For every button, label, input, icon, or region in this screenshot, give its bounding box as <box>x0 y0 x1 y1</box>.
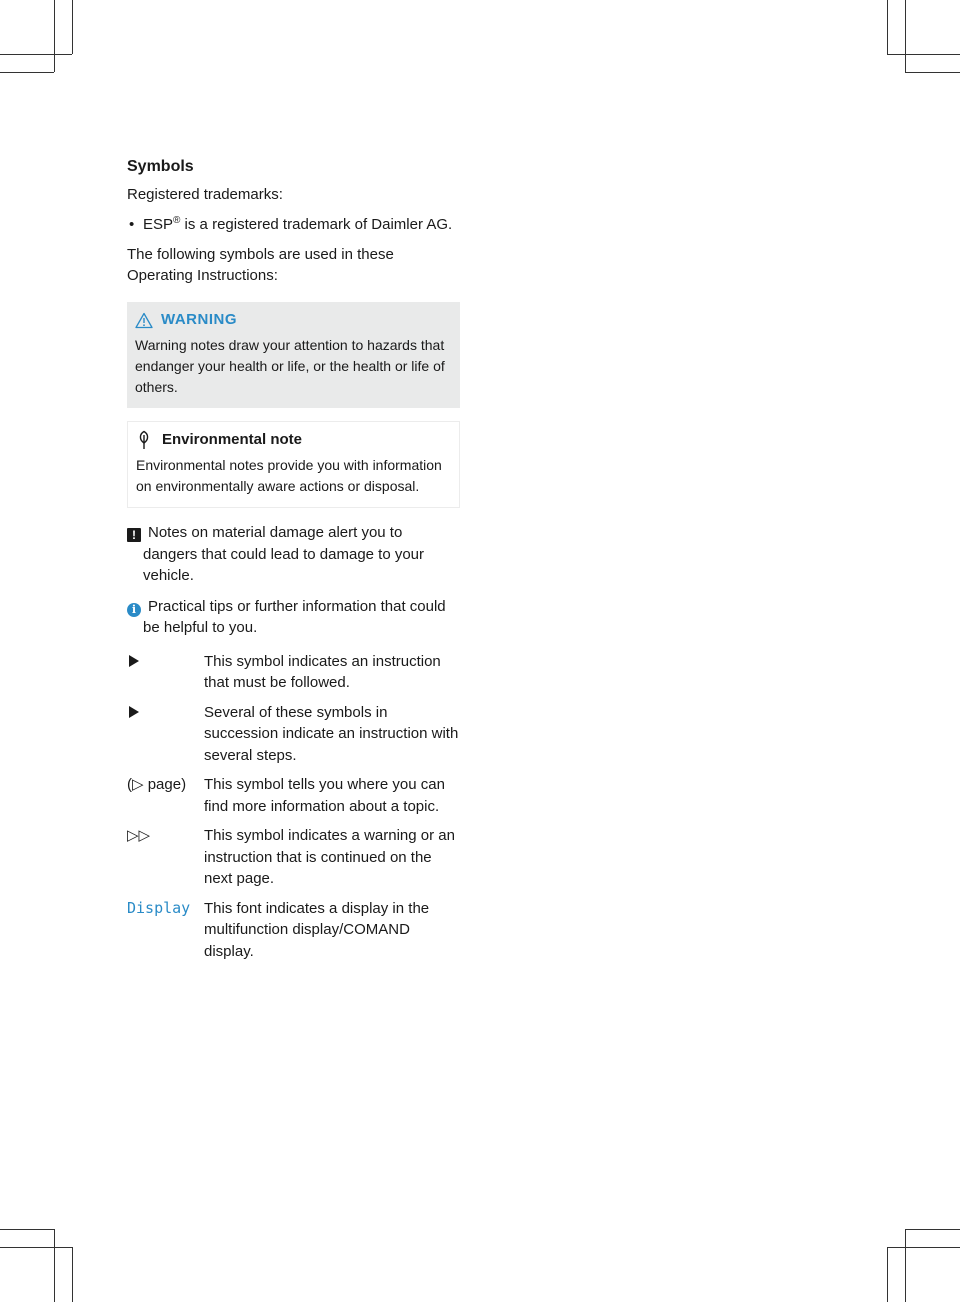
warning-box <box>127 302 460 408</box>
bullet-icon: • <box>129 216 135 233</box>
environment-title: Environmental note <box>162 431 303 448</box>
section-heading: Symbols <box>127 158 194 175</box>
warning-triangle-icon <box>135 312 161 329</box>
symbol-description: Several of these symbols in succession indicate an instruction with several steps. <box>204 703 459 764</box>
symbol-description: This font indicates a display in the multifunction display/COMAND display. <box>204 899 430 960</box>
crop-mark <box>887 1247 960 1248</box>
symbol-cell <box>127 651 204 694</box>
exclamation-icon: ! <box>127 528 141 542</box>
crop-mark <box>72 1247 73 1302</box>
crop-mark <box>905 1229 960 1230</box>
info-icon: i <box>127 603 141 617</box>
warning-title: WARNING <box>161 311 237 328</box>
trademarks-intro: Registered trademarks: <box>127 186 283 203</box>
material-damage-note <box>127 522 460 587</box>
warning-title-row <box>135 310 452 330</box>
symbol-description: This symbol indicates a warning or an instruction that is continued on the next page. <box>204 827 455 887</box>
symbol-cell <box>127 702 204 767</box>
trademark-text: is a registered trademark of Daimler AG. <box>180 216 453 233</box>
symbol-row <box>127 774 460 817</box>
symbol-description: This symbol tells you where you can find more information about a topic. <box>204 776 445 815</box>
environment-text: Environmental notes provide you with information on environmentally aware actions or disposal. <box>136 457 442 494</box>
environment-leaf-icon <box>136 430 162 450</box>
instruction-triangle-icon <box>129 655 139 667</box>
crop-mark <box>54 1229 55 1302</box>
environment-title-row <box>136 430 451 450</box>
instruction-triangle-icon <box>129 706 139 718</box>
practical-tip-note <box>127 596 460 639</box>
crop-mark <box>0 1247 72 1248</box>
crop-mark <box>887 54 960 55</box>
symbols-intro: The following symbols are used in these Operating Instructions: <box>127 246 394 284</box>
crop-mark <box>54 0 55 72</box>
environment-box <box>127 421 460 508</box>
symbol-row <box>127 825 460 890</box>
crop-mark <box>0 1229 54 1230</box>
symbol-row <box>127 898 460 963</box>
symbol-table <box>127 651 460 963</box>
trademark-list-item <box>127 214 460 235</box>
trademark-name: ESP <box>143 216 174 233</box>
crop-mark <box>72 0 73 54</box>
symbol-description: This symbol indicates an instruction that must be followed. <box>204 652 441 691</box>
crop-mark <box>905 0 906 72</box>
practical-tip-text: Practical tips or further information that could be helpful to you. <box>143 597 446 636</box>
symbol-row <box>127 702 460 767</box>
crop-mark <box>887 0 888 54</box>
crop-mark <box>0 72 54 73</box>
crop-mark <box>0 54 72 55</box>
display-font-sample: Display <box>127 898 191 917</box>
symbol-row <box>127 651 460 694</box>
crop-mark <box>887 1247 888 1302</box>
warning-text: Warning notes draw your attention to hazards that endanger your health or life, or the health or life of others. <box>135 337 445 395</box>
page-content <box>127 150 460 962</box>
registered-mark: ® <box>173 215 181 226</box>
crop-mark <box>905 72 960 73</box>
continued-symbol: ▷▷ <box>127 827 151 844</box>
page-reference-symbol: (▷ page) <box>127 776 187 793</box>
crop-mark <box>905 1229 906 1302</box>
material-damage-text: Notes on material damage alert you to dangers that could lead to damage to your vehicle. <box>143 524 425 584</box>
